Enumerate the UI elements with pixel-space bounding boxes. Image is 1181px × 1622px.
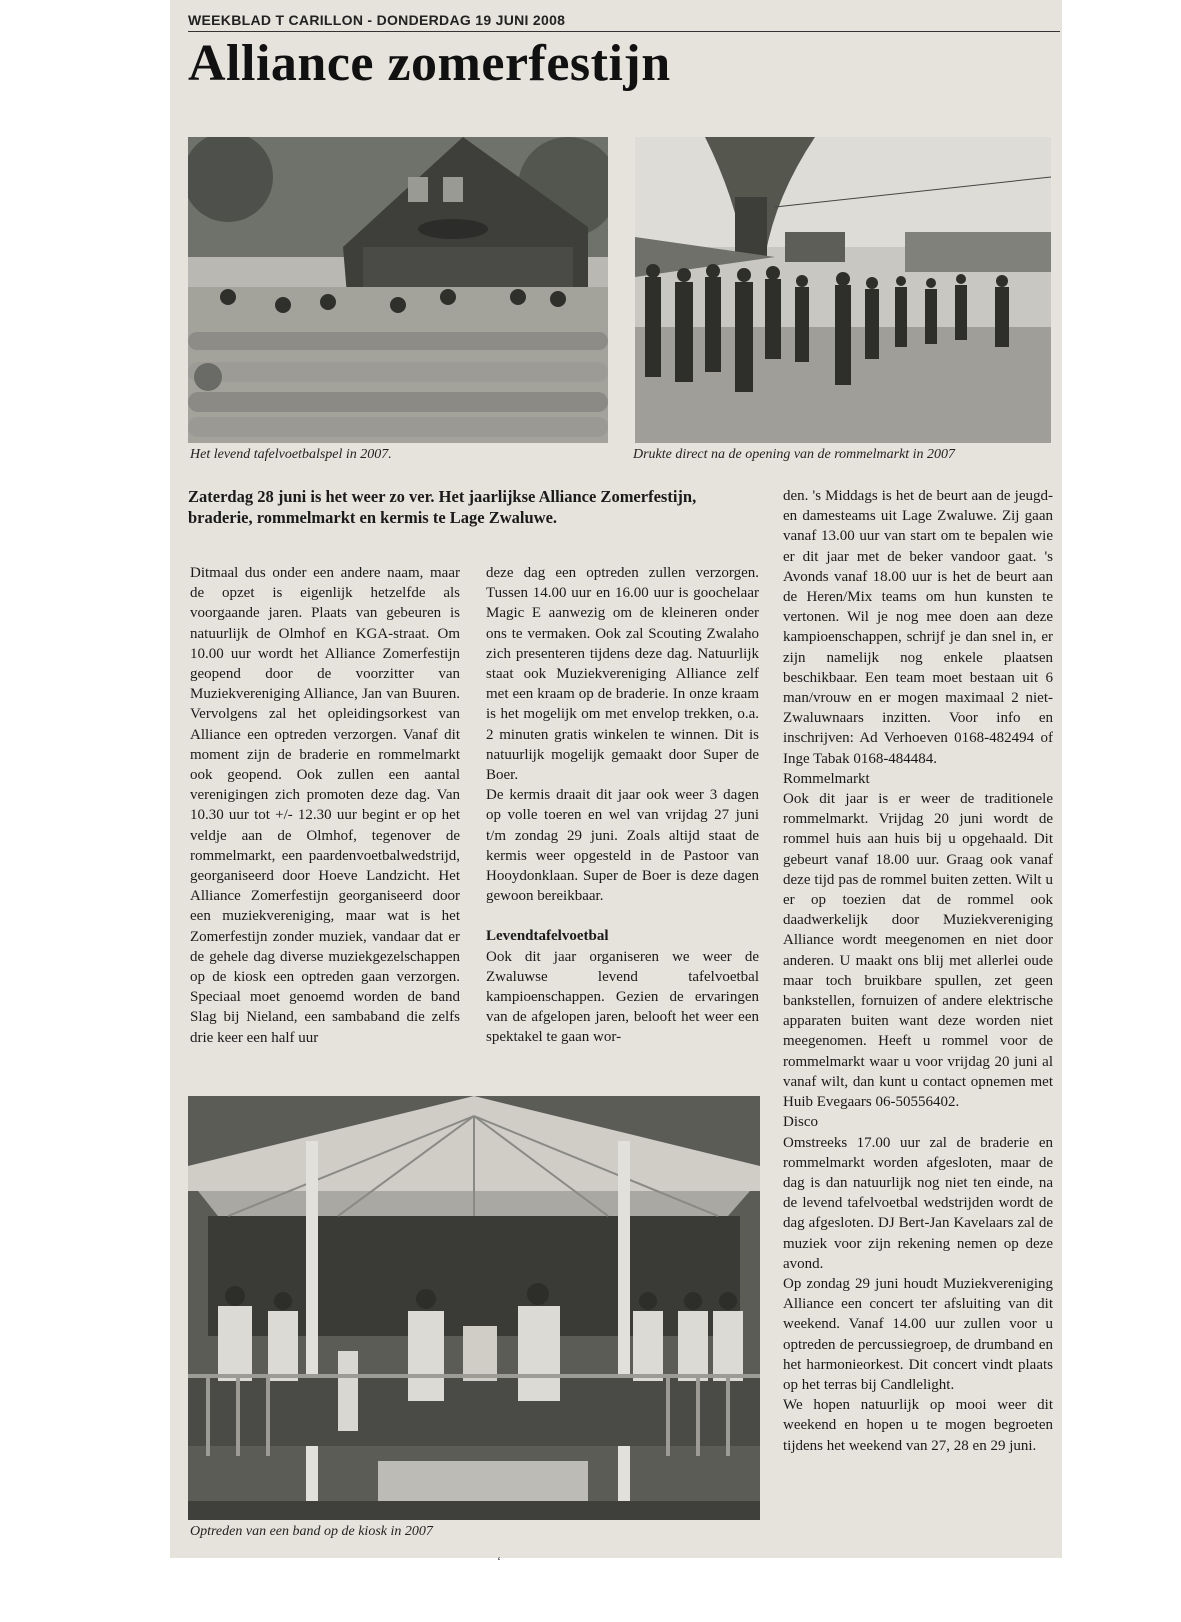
col3-paragraph-3: Omstreeks 17.00 uur zal de braderie en rommelmarkt worden afgesloten, maar de dag is dan natuurlijk nog niet ten einde, na de levend tafelvoetbal wedstrijden wordt de dag afgesloten. DJ Bert-Jan Kavelaars zal de muziek voor zijn rekening nemen op deze avond. [783,1134,1053,1272]
col3-paragraph-1: den. 's Middags is het de beurt aan de jeugd- en damesteams uit Lage Zwaluwe. Zij gaan vanaf 13.00 uur van start om te bepalen wie er dit jaar met de beker vandoor gaat. 's Avonds vanaf 18.00 uur is het de beurt aan de Heren/Mix teams om hun kunsten te vertonen. Wil je nog mee doen aan deze kampioenschappen, schrijf je dan snel in, er zijn namelijk nog enkele plaatsen beschikbaar. Een team moet bestaan uit 6 man/vrouw en er mogen maximaal 2 niet-Zwaluwnaars inzitten. Voor info en inschrijven: Ad Verhoeven 0168-482494 of Inge Tabak 0168-484484. [783,488,1053,767]
subheading-disco: Disco [783,1114,818,1131]
photo-table-football [188,137,608,443]
col2-paragraph-3: Ook dit jaar organiseren we weer de Zwaluwse levend tafelvoetbal kampioenschappen. Gezien de ervaringen van de afgelopen jaren, belooft het weer een spektakel te gaan wor- [486,948,759,1046]
headline: Alliance zomerfestijn [188,35,671,92]
photo-caption-1: Het levend tafelvoetbalspel in 2007. [190,447,392,462]
masthead: WEEKBLAD T CARILLON - DONDERDAG 19 JUNI 2008 [188,12,566,28]
scan-mark: ʻ [497,1554,501,1568]
article-lead: Zaterdag 28 juni is het weer zo ver. Het jaarlijkse Alliance Zomerfestijn, braderie, rommelmarkt en kermis te Lage Zwaluwe. [188,487,697,527]
subheading-levendtafelvoetbal: Levendtafelvoetbal [486,928,609,945]
article-column-1 [190,563,460,1048]
col2-paragraph-2: De kermis draait dit jaar ook weer 3 dagen op volle toeren en wel van vrijdag 27 juni t/m zondag 29 juni. Zoals altijd staat de kermis weer opgesteld in de Pastoor van Hooydonklaan. Super de Boer is deze dagen gewoon bereikbaar. [486,787,759,905]
col3-paragraph-2: Ook dit jaar is er weer de traditionele rommelmarkt. Vrijdag 20 juni wordt de rommel huis aan huis bij u opgehaald. Dit gebeurt vanaf 18.00 uur. Graag ook vanaf deze tijd pas de rommel buiten zetten. Wilt u er op toezien dat de rommel ook daadwerkelijk door Muziekvereniging Alliance wordt meegenomen en niet door anderen. U maakt ons blij met allerlei oude maar toch bruikbare spullen, zet geen bankstellen, fornuizen of andere elektrische apparaten buiten want deze worden niet meegenomen. Heeft u rommel voor de rommelmarkt waar u voor vrijdag 20 juni al vanaf wilt, dan kunt u contact opnemen met Huib Evegaars 06-50556402. [783,791,1053,1111]
photo-caption-2: Drukte direct na de opening van de rommelmarkt in 2007 [633,447,956,462]
photo-band-kiosk [188,1096,760,1520]
col3-paragraph-4: Op zondag 29 juni houdt Muziekvereniging Alliance een concert ter afsluiting van dit weekend. Vanaf 14.00 uur zullen voor u optreden de percussiegroep, de drumband en het harmonieorkest. Dit concert vindt plaats op het terras bij Candlelight. [783,1275,1053,1393]
col2-paragraph-1: deze dag een optreden zullen verzorgen. Tussen 14.00 uur en 16.00 uur is goochelaar Magic E aanwezig om de kleineren onder ons te vermaken. Ook zal Scouting Zwalaho zich presenteren tijdens deze dag. Natuurlijk staat ook Muziekvereniging Alliance zelf met een kraam op de braderie. In onze kraam is het mogelijk om met envelop trekken, o.a. 2 minuten gratis winkelen te winnen. Dit is natuurlijk mogelijk gemaakt door Super de Boer. [486,565,759,784]
masthead-rule [188,31,1060,32]
col3-paragraph-5: We hopen natuurlijk op mooi weer dit weekend en hopen u te mogen begroeten tijdens het weekend van 27, 28 en 29 juni. [783,1397,1053,1454]
article-column-3 [783,486,1053,1456]
subheading-rommelmarkt: Rommelmarkt [783,770,870,787]
col1-paragraph: Ditmaal dus onder een andere naam, maar de opzet is eigenlijk hetzelfde als voorgaande jaren. Plaats van gebeuren is natuurlijk de Olmhof en KGA-straat. Om 10.00 uur wordt het Alliance Zomerfestijn geopend door de voorzitter van Muziekvereniging Alliance, Jan van Buuren. Vervolgens zal het opleidingsorkest van Alliance een optreden verzorgen. Vanaf dit moment zijn de braderie en rommelmarkt ook geopend. Ook zullen een aantal verenigingen zich promoten deze dag. Van 10.30 uur tot +/- 12.30 uur begint er op het veldje aan de Olmhof, tegenover de rommelmarkt, een paardenvoetbalwedstrijd, georganiseerd door Hoeve Landzicht. Het Alliance Zomerfestijn georganiseerd door een muziekvereniging, maar wat is het Zomerfestijn zonder muziek, vandaar dat er de gehele dag diverse muziekgezelschappen op de kiosk een optreden gaan verzorgen. Speciaal moet genoemd worden de band Slag bij Nieland, een sambaband die zelfs drie keer een half uur [190,565,460,1046]
photo-market-crowd [635,137,1051,443]
photo-caption-3: Optreden van een band op de kiosk in 2007 [190,1524,433,1539]
article-column-2 [486,563,759,1048]
